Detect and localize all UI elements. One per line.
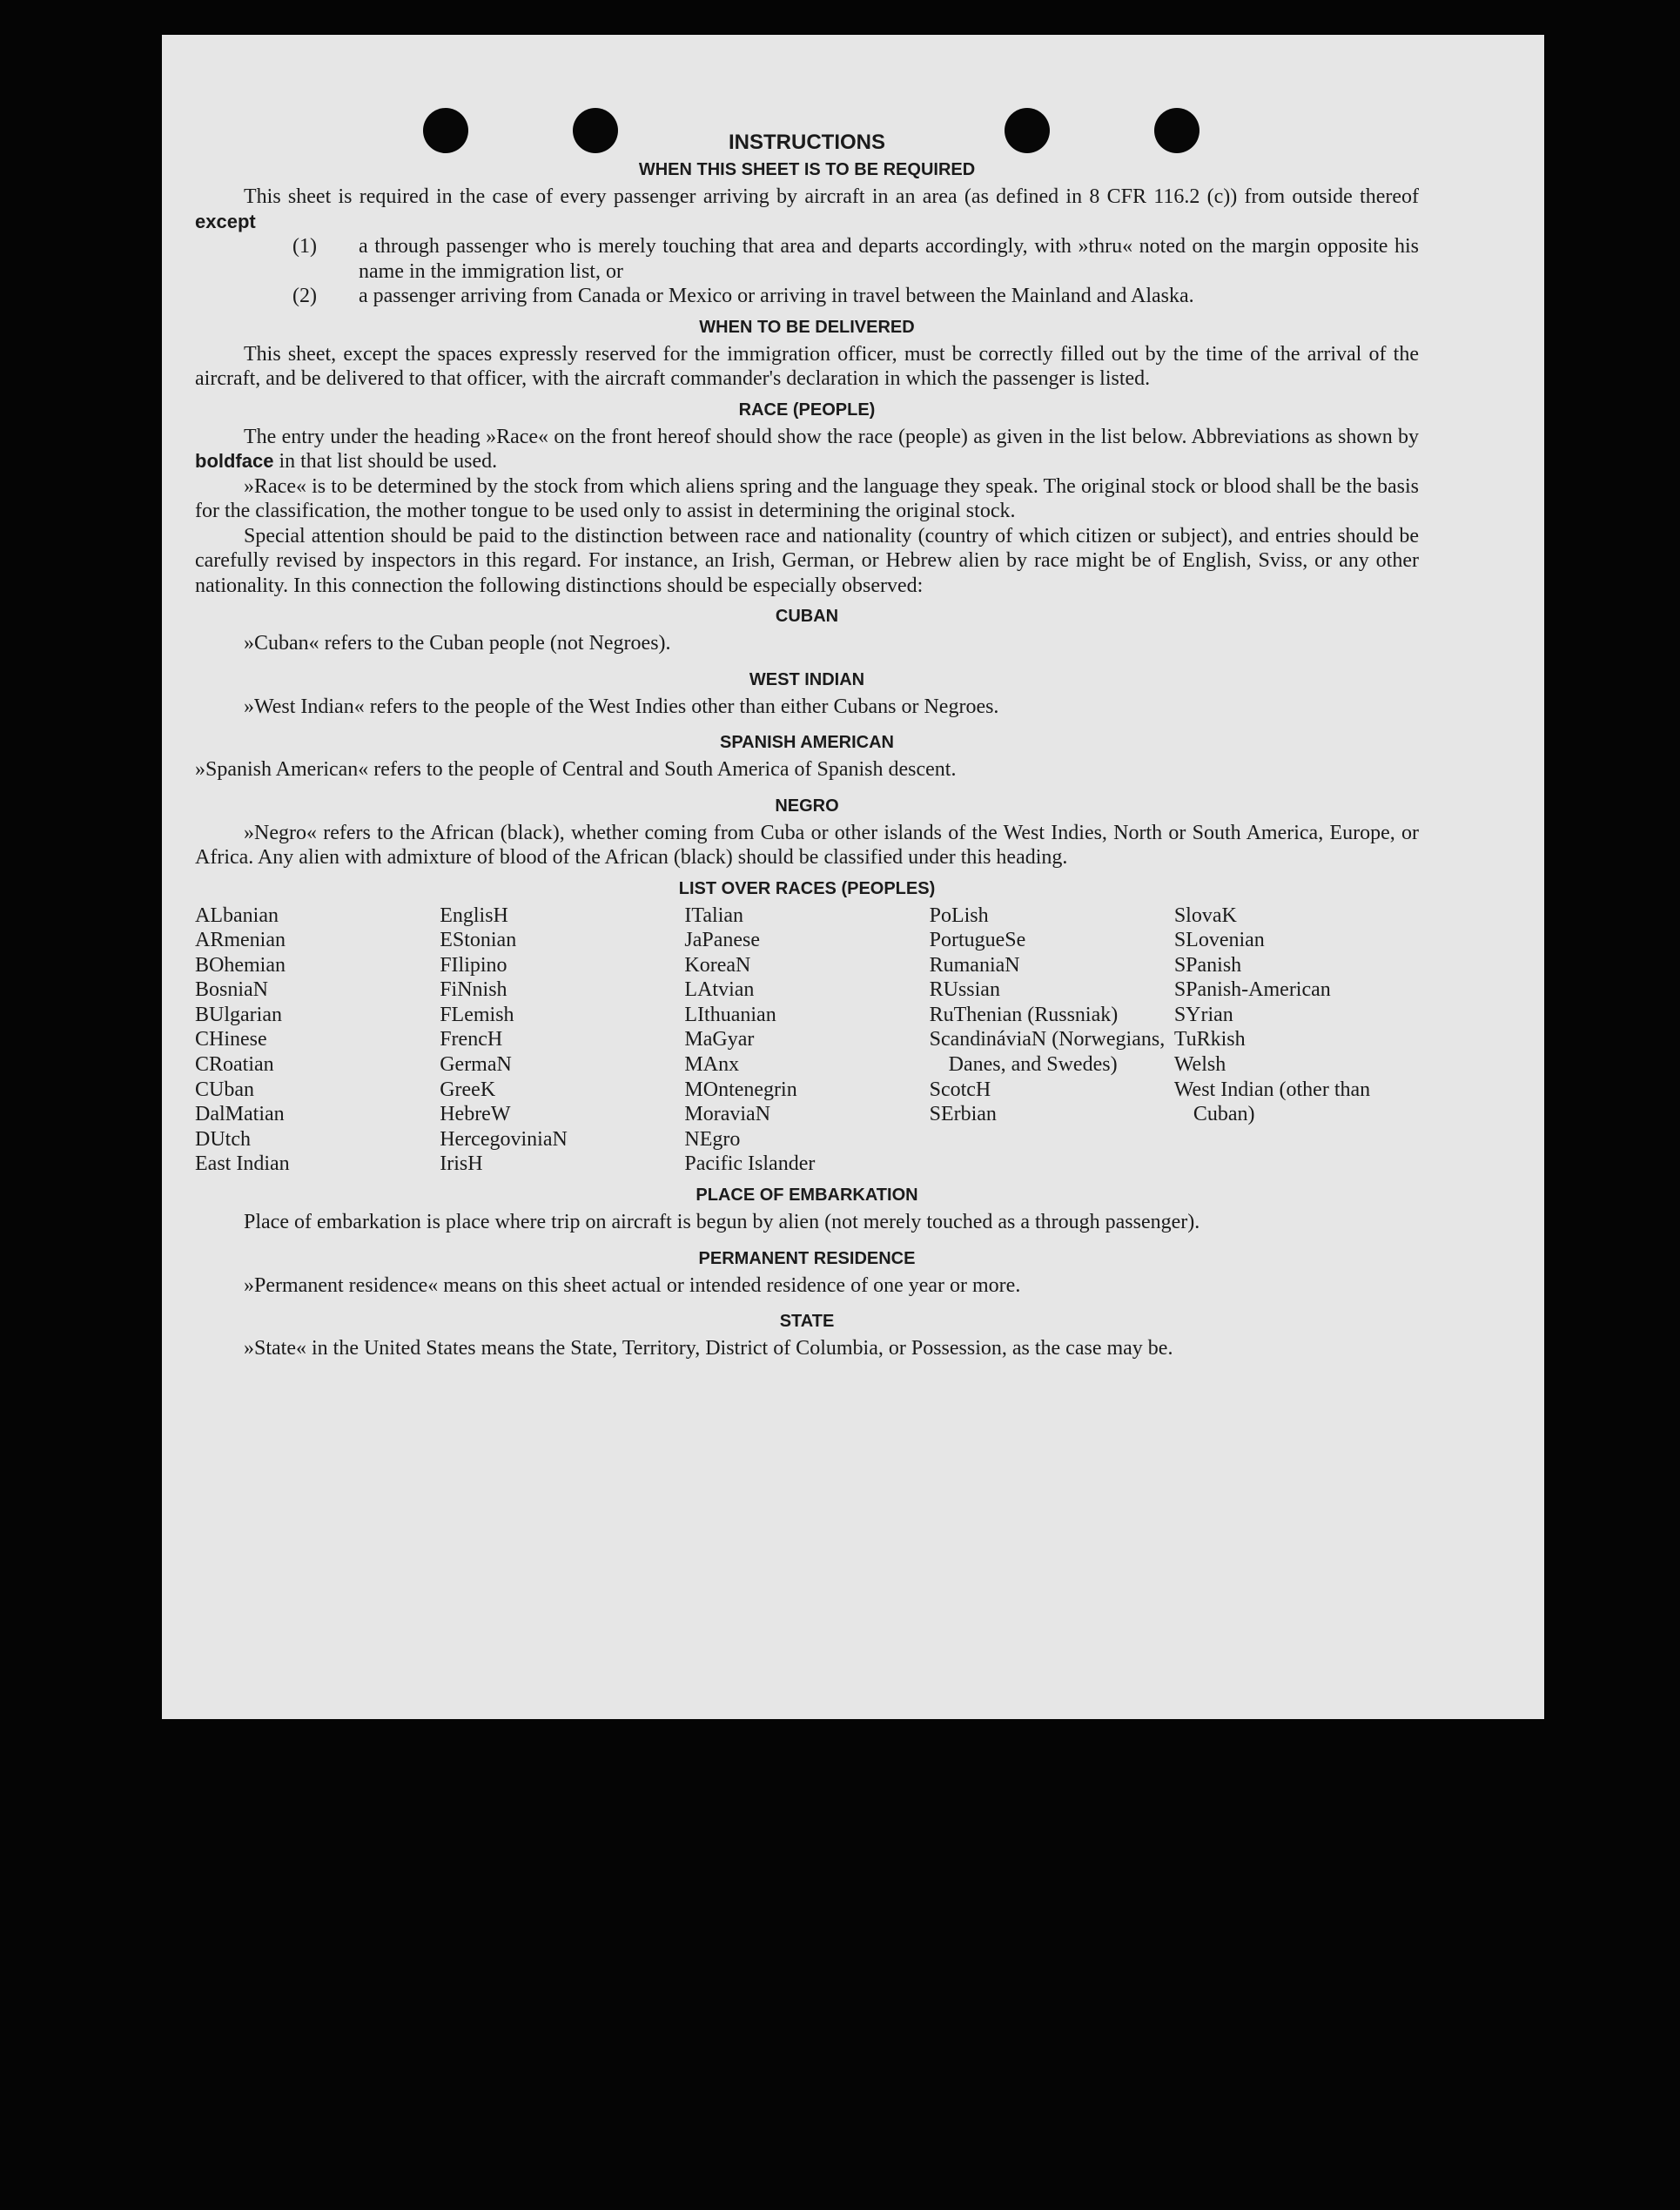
race-entry: MAnx <box>684 1053 740 1077</box>
race-entry: SlovaK <box>1173 903 1237 927</box>
race-entry: KoreaN <box>684 953 751 977</box>
race-entry: RUssian <box>929 978 1000 1002</box>
race-entry: ITalian <box>684 903 744 927</box>
residence-text: »Permanent residence« means on this sheet actual or intended residence of one year or more. <box>244 1273 1021 1297</box>
race-entry: Welsh <box>1173 1053 1226 1077</box>
heading-state: STATE <box>779 1312 835 1332</box>
document-page <box>162 35 1544 1719</box>
races-column <box>684 903 929 1178</box>
races-list <box>195 903 1419 1178</box>
race-entry: MoraviaN <box>684 1103 771 1126</box>
heading-when-delivered: WHEN TO BE DELIVERED <box>699 317 915 337</box>
race-entry: EnglisH <box>440 903 508 927</box>
race-entry: NEgro <box>684 1127 741 1151</box>
race-entry: BosniaN <box>195 978 268 1002</box>
negro-text: »Negro« refers to the African (black), whether coming from Cuba or other islands of the West Indies, North or South America, Europe, or Africa. Any alien with admixture of blood of the African (black) should be classified under this heading. <box>195 821 1419 869</box>
race-entry: FIlipino <box>440 953 507 977</box>
race-entry: IrisH <box>440 1152 483 1176</box>
race-entry: CRoatian <box>195 1053 274 1077</box>
race-entry: ScandináviaN (Norwegians, Danes, and Swedes) <box>929 1028 1166 1077</box>
race-entry: ALbanian <box>195 903 279 927</box>
punch-hole <box>573 108 618 153</box>
race-entry: SPanish-American <box>1173 978 1331 1002</box>
race-entry: PoLish <box>929 903 989 927</box>
race-entry: CUban <box>195 1078 254 1101</box>
race-entry: RuThenian (Russniak) <box>929 1003 1119 1026</box>
race-entry: PortugueSe <box>929 929 1026 952</box>
race-entry: SErbian <box>929 1103 997 1126</box>
race-entry: GermaN <box>440 1053 512 1077</box>
race-entry: West Indian (other than Cuban) <box>1173 1078 1371 1126</box>
race-entry: East Indian <box>195 1152 290 1176</box>
race-entry: MaGyar <box>684 1028 755 1051</box>
race-entry: MOntenegrin <box>684 1078 797 1101</box>
races-column <box>930 903 1174 1178</box>
heading-west-indian: WEST INDIAN <box>749 669 865 689</box>
races-column <box>440 903 684 1178</box>
races-column <box>1174 903 1419 1178</box>
heading-when-required: WHEN THIS SHEET IS TO BE REQUIRED <box>638 160 976 179</box>
state-text: »State« in the United States means the State, Territory, District of Columbia, or Possession, as the case may be. <box>244 1337 1173 1360</box>
race-entry: DalMatian <box>195 1103 285 1126</box>
race-entry: FrencH <box>440 1028 503 1051</box>
race-entry: RumaniaN <box>929 953 1020 977</box>
race-entry: SYrian <box>1173 1003 1233 1026</box>
punch-hole <box>423 108 468 153</box>
heading-embarkation: PLACE OF EMBARKATION <box>696 1186 918 1206</box>
exception-item: (1) a through passenger who is merely touching that area and departs accordingly, with »thru« noted on the margin opposite his name in the immigration list, or <box>292 235 1419 283</box>
heading-spanish-american: SPANISH AMERICAN <box>719 733 894 752</box>
race-entry: SPanish <box>1173 953 1242 977</box>
when-delivered-text: This sheet, except the spaces expressly reserved for the immigration officer, must be correctly filled out by the time of the arrival of the aircraft, and be delivered to that officer, with the aircraft commander's declaration in which the passenger is listed. <box>195 342 1419 390</box>
race-entry: CHinese <box>195 1028 267 1051</box>
race-entry: LAtvian <box>684 978 755 1002</box>
punch-hole <box>1005 108 1050 153</box>
race-paragraph: The entry under the heading »Race« on the front hereof should show the race (people) as given in the list below. Abbreviations as shown by boldface in that list should be used. <box>195 425 1419 473</box>
race-entry: DUtch <box>195 1127 251 1151</box>
race-entry: ScotcH <box>929 1078 991 1101</box>
race-entry: SLovenian <box>1173 929 1265 952</box>
race-entry: LIthuanian <box>684 1003 776 1026</box>
heading-races-list: LIST OVER RACES (PEOPLES) <box>678 878 936 898</box>
race-entry: Pacific Islander <box>684 1152 816 1176</box>
heading-permanent-residence: PERMANENT RESIDENCE <box>698 1248 916 1268</box>
punch-hole <box>1154 108 1200 153</box>
race-entry: HebreW <box>440 1103 511 1126</box>
race-entry: EStonian <box>440 929 517 952</box>
race-entry: BOhemian <box>195 953 286 977</box>
west-indian-text: »West Indian« refers to the people of the West Indies other than either Cubans or Negroes. <box>244 695 999 718</box>
heading-cuban: CUBAN <box>775 607 839 626</box>
cuban-text: »Cuban« refers to the Cuban people (not Negroes). <box>244 632 671 655</box>
race-entry: ARmenian <box>195 929 286 952</box>
exception-item: (2) a passenger arriving from Canada or Mexico or arriving in travel between the Mainland and Alaska. <box>292 285 1194 307</box>
heading-race: RACE (PEOPLE) <box>738 400 876 420</box>
race-entry: JaPanese <box>684 929 761 952</box>
race-entry: FLemish <box>440 1003 514 1026</box>
page-title: INSTRUCTIONS <box>729 131 885 154</box>
embarkation-text: Place of embarkation is place where trip on aircraft is begun by alien (not merely touched as a through passenger). <box>244 1211 1200 1234</box>
when-required-intro: This sheet is required in the case of every passenger arriving by aircraft in an area (as defined in 8 CFR 116.2 (c)) from outside thereof except <box>195 185 1419 232</box>
race-entry: GreeK <box>440 1078 496 1101</box>
race-paragraph: »Race« is to be determined by the stock from which aliens spring and the language they speak. The original stock or blood shall be the basis for the classification, the mother tongue to be used only to assist in determining the original stock. <box>195 474 1419 522</box>
spanish-american-text: »Spanish American« refers to the people of Central and South America of Spanish descent. <box>195 758 957 781</box>
race-entry: TuRkish <box>1173 1028 1246 1051</box>
races-column <box>195 903 440 1178</box>
race-paragraph: Special attention should be paid to the distinction between race and nationality (country of which citizen or subject), and entries should be carefully revised by inspectors in this regard. For instance, an Irish, German, or Hebrew alien by race might be of English, Sviss, or any other nationality. In this connection the following distinctions should be especially observed: <box>195 524 1419 597</box>
race-entry: BUlgarian <box>195 1003 282 1026</box>
race-entry: FiNnish <box>440 978 507 1002</box>
heading-negro: NEGRO <box>775 796 839 816</box>
race-entry: HercegoviniaN <box>440 1127 568 1151</box>
